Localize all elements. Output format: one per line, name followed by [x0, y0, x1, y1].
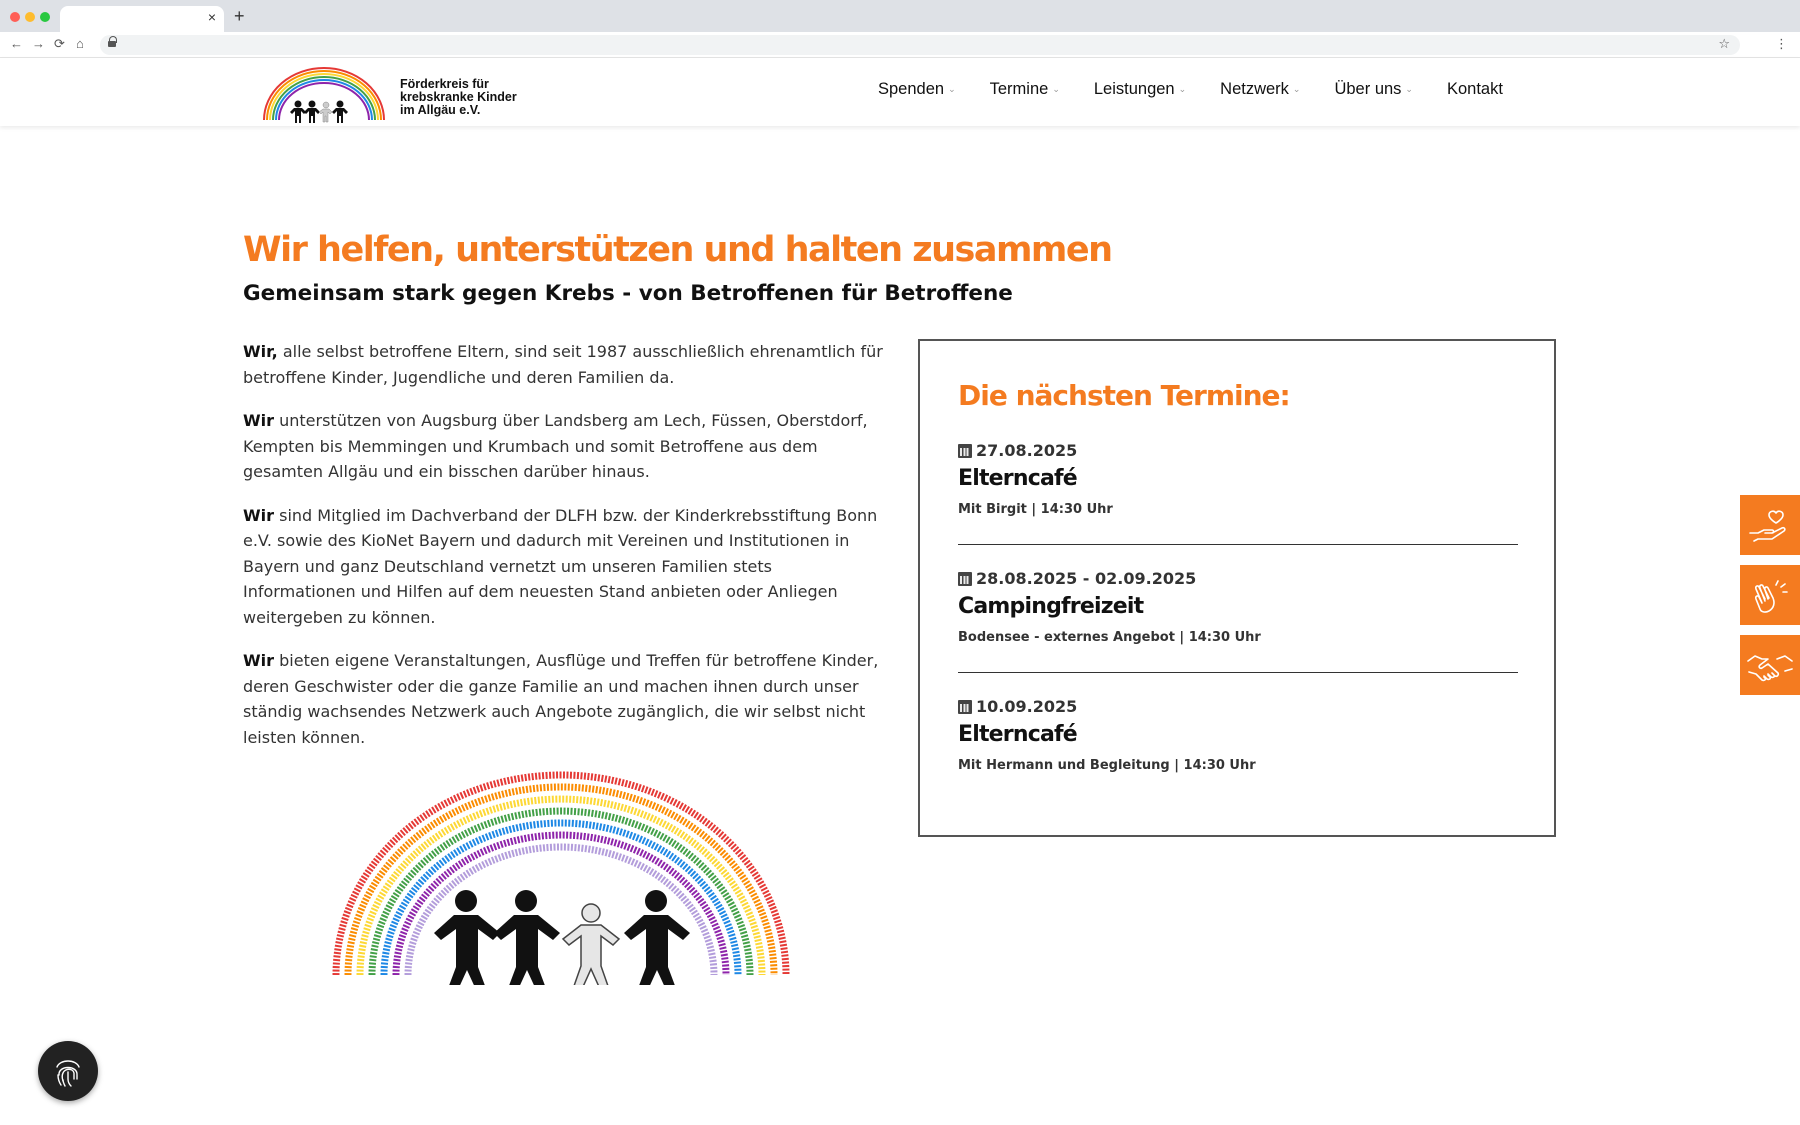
rainbow-figures-image [330, 765, 792, 985]
nav-label: Kontakt [1446, 80, 1503, 98]
intro-paragraph [243, 408, 883, 485]
help-side-button[interactable] [1740, 565, 1800, 625]
forward-icon[interactable]: → [32, 36, 45, 51]
chevron-down-icon: ⌄ [948, 84, 956, 95]
network-side-button[interactable] [1740, 635, 1800, 695]
events-box [918, 339, 1556, 837]
intro-paragraph [243, 339, 883, 390]
nav-item-spenden[interactable] [878, 80, 956, 99]
divider [958, 672, 1518, 673]
paragraph-text: sind Mitglied im Dachverband der DLFH bzw. der Kinderkrebsstiftung Bonn e.V. sowie des KioNet Bayern und dadurch mit Vereinen und Institutionen in Bayern und ganz Deutschland vernetzt um unseren Familien stets Informationen und Hilfen auf dem neuesten Stand anbieten oder Anliegen weitergeben zu können. [243, 505, 878, 627]
intro-text [243, 339, 883, 768]
reload-icon[interactable]: ⟳ [54, 36, 65, 51]
event-title[interactable]: Campingfreizeit [958, 594, 1144, 619]
intro-paragraph [243, 503, 883, 631]
event-date [958, 569, 1518, 588]
bookmark-star-icon[interactable]: ☆ [1718, 36, 1730, 51]
paragraph-text: unterstützen von Augsburg über Landsberg am Lech, Füssen, Oberstdorf, Kempten bis Memmingen und Krumbach und somit Betroffene aus dem gesamten Allgäu und ein bisschen darüber hinaus. [243, 411, 868, 481]
logo-text-line: Förderkreis für [400, 77, 489, 91]
calendar-icon [958, 700, 972, 714]
address-bar[interactable] [100, 35, 1740, 55]
site-header [0, 58, 1800, 126]
new-tab-button[interactable]: + [234, 6, 245, 26]
chevron-down-icon: ⌄ [1178, 84, 1187, 95]
paragraph-lead: Wir [243, 651, 275, 670]
logo-text-line: im Allgäu e.V. [400, 103, 481, 117]
event-title[interactable]: Elterncafé [958, 722, 1077, 747]
handshake-icon [1740, 635, 1800, 695]
tab-close-icon[interactable]: × [207, 9, 216, 25]
lock-icon [108, 39, 116, 48]
nav-item-leistungen[interactable] [1094, 80, 1186, 99]
window-minimize-button[interactable] [25, 12, 35, 22]
donate-side-button[interactable] [1740, 495, 1800, 555]
logo-text-line: krebskranke Kinder [400, 90, 517, 104]
event-info: Bodensee - externes Angebot | 14:30 Uhr [958, 630, 1261, 645]
heart-hand-icon [1740, 495, 1800, 555]
page-title: Wir helfen, unterstützen und halten zusammen [243, 230, 1112, 270]
event-date-text: 27.08.2025 [976, 441, 1078, 460]
browser-tab[interactable] [60, 6, 224, 32]
browser-toolbar [0, 32, 1800, 58]
paragraph-text: bieten eigene Veranstaltungen, Ausflüge und Treffen für betroffene Kinder, deren Geschwister oder die ganze Familie an und machen ihnen durch unser ständig wachsendes Netzwerk auch Angebote zugänglich, die wir selbst nicht leisten können. [243, 651, 879, 747]
nav-item-kontakt[interactable] [1447, 80, 1503, 99]
event-date [958, 697, 1518, 716]
event-item[interactable] [958, 441, 1518, 517]
browser-tab-bar [0, 0, 1800, 32]
paragraph-lead: Wir [243, 411, 275, 430]
event-date-text: 10.09.2025 [976, 697, 1078, 716]
cookie-consent-button[interactable] [38, 1041, 98, 1101]
intro-paragraph [243, 648, 883, 750]
chevron-down-icon: ⌄ [1405, 84, 1413, 95]
window-maximize-button[interactable] [40, 12, 50, 22]
calendar-icon [958, 444, 972, 458]
event-info: Mit Birgit | 14:30 Uhr [958, 502, 1113, 517]
event-title[interactable]: Elterncafé [958, 466, 1077, 491]
browser-menu-icon[interactable]: ⋮ [1775, 36, 1788, 51]
nav-label: Termine [989, 80, 1049, 98]
nav-item-netzwerk[interactable] [1220, 80, 1300, 99]
nav-item-ueber-uns[interactable] [1334, 80, 1413, 99]
paragraph-text: alle selbst betroffene Eltern, sind seit 1987 ausschließlich ehrenamtlich für betroffene Kinder, Jugendliche und deren Familien da. [243, 342, 883, 387]
event-item[interactable] [958, 569, 1518, 645]
page-subtitle: Gemeinsam stark gegen Krebs - von Betroffenen für Betroffene [243, 281, 1013, 306]
calendar-icon [958, 572, 972, 586]
logo-text[interactable] [400, 78, 517, 117]
home-icon[interactable]: ⌂ [76, 36, 84, 51]
event-info: Mit Hermann und Begleitung | 14:30 Uhr [958, 758, 1256, 773]
paragraph-lead: Wir, [243, 342, 278, 361]
fingerprint-icon [38, 1041, 98, 1101]
window-close-button[interactable] [10, 12, 20, 22]
nav-label: Leistungen [1093, 80, 1175, 98]
nav-item-termine[interactable] [990, 80, 1060, 99]
event-date-text: 28.08.2025 - 02.09.2025 [976, 569, 1197, 588]
paragraph-lead: Wir [243, 505, 275, 525]
chevron-down-icon: ⌄ [1052, 84, 1060, 95]
nav-label: Netzwerk [1220, 80, 1289, 98]
main-nav [878, 80, 1537, 99]
back-icon[interactable]: ← [10, 36, 23, 51]
events-title: Die nächsten Termine: [958, 379, 1290, 412]
divider [958, 544, 1518, 545]
event-date [958, 441, 1518, 460]
chevron-down-icon: ⌄ [1292, 84, 1301, 95]
clapping-hands-icon [1740, 565, 1800, 625]
event-item[interactable] [958, 697, 1518, 773]
nav-label: Spenden [878, 80, 945, 98]
nav-label: Über uns [1334, 80, 1402, 98]
